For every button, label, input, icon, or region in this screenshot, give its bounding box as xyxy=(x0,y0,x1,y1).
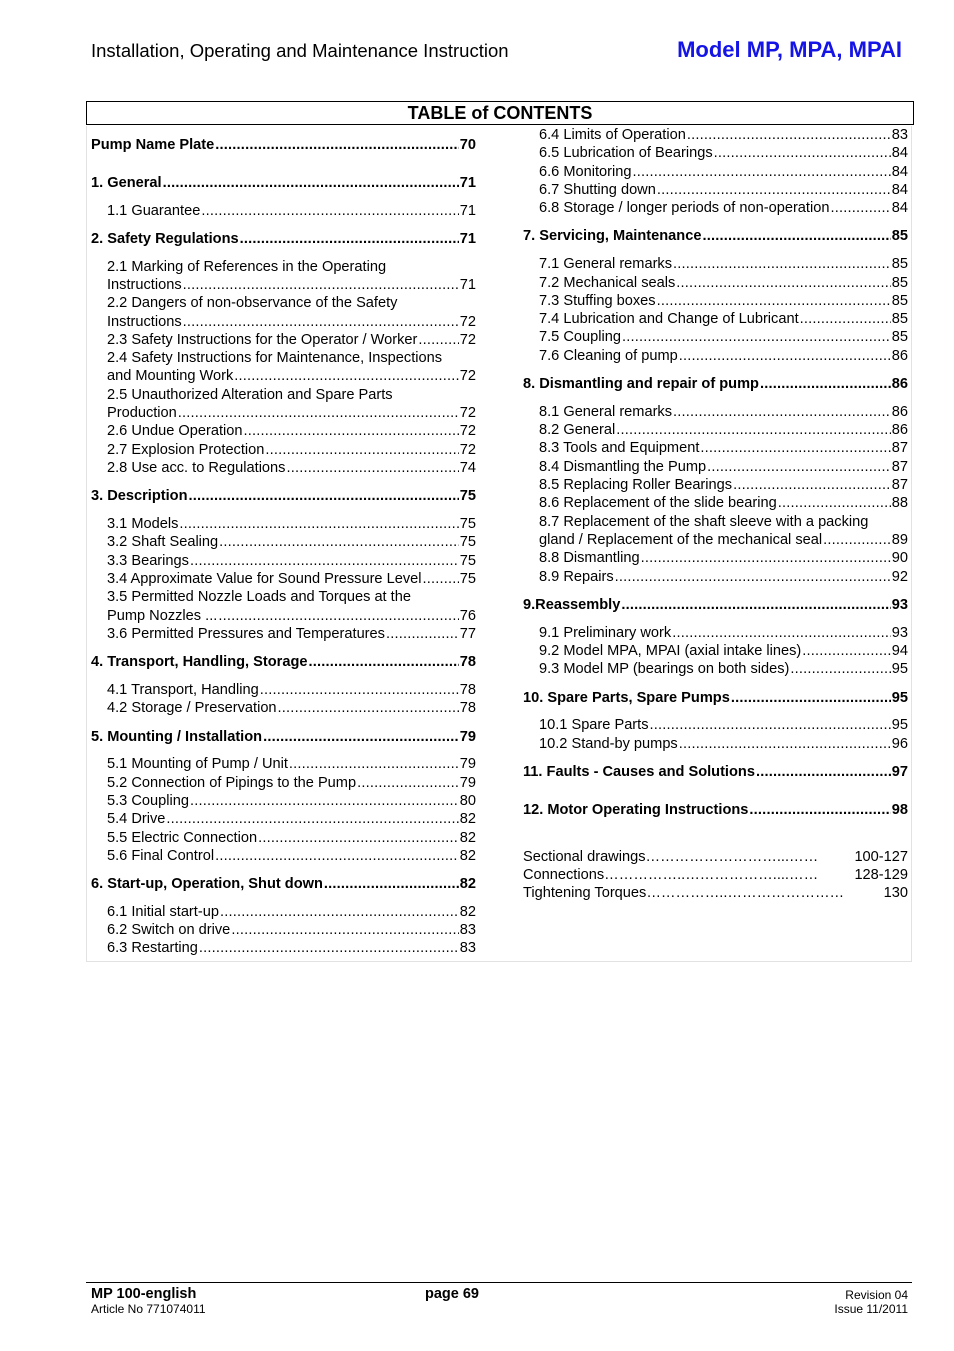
toc-entry[interactable] xyxy=(91,459,476,477)
toc-entry-page: 75 xyxy=(459,516,476,533)
toc-entry[interactable] xyxy=(91,422,476,440)
toc-entry-title: 8.6 Replacement of the slide bearing xyxy=(539,495,777,512)
dot-leader xyxy=(679,347,891,365)
toc-entry-page: 83 xyxy=(459,940,476,957)
toc-entry[interactable] xyxy=(91,875,476,893)
toc-entry-page: 75 xyxy=(459,488,476,505)
toc-entry[interactable] xyxy=(523,199,908,217)
toc-entry-page: 98 xyxy=(891,801,908,818)
toc-entry-title: 6.1 Initial start-up xyxy=(107,903,219,920)
toc-entry-title: 9.2 Model MPA, MPAI (axial intake lines) xyxy=(539,642,802,659)
dot-leader xyxy=(687,126,891,144)
toc-entry-title: 3.6 Permitted Pressures and Temperatures xyxy=(107,625,385,642)
dot-leader xyxy=(702,227,890,245)
toc-title: TABLE of CONTENTS xyxy=(86,101,914,125)
dot-leader xyxy=(641,549,891,567)
dot-leader xyxy=(700,439,890,457)
dot-leader xyxy=(231,921,458,939)
dot-leader xyxy=(263,728,459,746)
footer-right xyxy=(834,1286,908,1316)
toc-entry-page: 72 xyxy=(459,405,476,422)
toc-entry-title: 3.3 Bearings xyxy=(107,552,189,569)
toc-entry-title: Instructions xyxy=(107,276,182,293)
toc-entry[interactable] xyxy=(91,792,476,810)
dot-leader xyxy=(178,404,459,422)
toc-entry-page: 82 xyxy=(459,811,476,828)
toc-entry[interactable] xyxy=(523,144,908,162)
toc-entry-title: 5.5 Electric Connection xyxy=(107,829,258,846)
toc-entry[interactable] xyxy=(91,774,476,792)
toc-entry[interactable] xyxy=(91,921,476,939)
toc-entry-title: Sectional drawings………………………...…… xyxy=(523,848,819,865)
toc-entry-page: 80 xyxy=(459,792,476,809)
toc-entry-title: 9.Reassembly xyxy=(523,596,621,613)
toc-entry[interactable] xyxy=(91,230,476,248)
article-number: Article No 771074011 xyxy=(91,1302,206,1316)
toc-entry-page: 82 xyxy=(459,903,476,920)
toc-entry-page: 84 xyxy=(891,163,908,180)
toc-entry[interactable] xyxy=(91,939,476,957)
toc-entry[interactable] xyxy=(523,624,908,642)
toc-entry-page: 97 xyxy=(891,763,908,780)
toc-entry-title: 8.8 Dismantling xyxy=(539,550,640,567)
toc-entry-title: 12. Motor Operating Instructions xyxy=(523,801,749,818)
dot-leader xyxy=(183,313,459,331)
toc-right-column xyxy=(523,126,908,902)
toc-entry-title: 6. Start-up, Operation, Shut down xyxy=(91,876,323,893)
toc-entry[interactable] xyxy=(523,328,908,346)
dot-leader xyxy=(423,570,459,588)
toc-entry-page: 88 xyxy=(891,495,908,512)
toc-entry[interactable] xyxy=(523,642,908,660)
toc-entry[interactable] xyxy=(523,848,908,866)
dot-leader xyxy=(657,292,891,310)
dot-leader xyxy=(386,625,459,643)
dot-leader xyxy=(234,367,458,385)
dot-leader xyxy=(418,331,458,349)
toc-entry[interactable] xyxy=(523,866,908,884)
toc-entry-page: 89 xyxy=(891,531,908,548)
toc-entry-title: 2.8 Use acc. to Regulations xyxy=(107,459,286,476)
toc-entry-line: 2.1 Marking of References in the Operating xyxy=(107,258,387,275)
toc-entry-page: 72 xyxy=(459,331,476,348)
dot-leader xyxy=(189,487,459,505)
dot-leader xyxy=(190,552,459,570)
toc-entry[interactable] xyxy=(523,884,908,902)
dot-leader xyxy=(760,375,891,393)
toc-entry[interactable] xyxy=(91,847,476,865)
toc-entry[interactable] xyxy=(523,689,908,707)
toc-entry-page: 84 xyxy=(891,200,908,217)
toc-entry[interactable] xyxy=(91,331,476,349)
toc-entry-title: 5.3 Coupling xyxy=(107,792,189,809)
dot-leader xyxy=(749,801,890,819)
toc-entry-title: 5. Mounting / Installation xyxy=(91,728,263,745)
toc-entry-title: and Mounting Work xyxy=(107,368,234,385)
dot-leader xyxy=(258,829,459,847)
dot-leader xyxy=(260,681,459,699)
dot-leader xyxy=(183,276,459,294)
toc-entry-page: 93 xyxy=(891,624,908,641)
dot-leader xyxy=(676,274,890,292)
toc-entry-title: Pump Name Plate xyxy=(91,137,215,153)
toc-entry-title: Production xyxy=(107,405,177,422)
toc-entry-page: 84 xyxy=(891,181,908,198)
toc-entry-title: 2.7 Explosion Protection xyxy=(107,441,265,458)
toc-entry[interactable] xyxy=(523,735,908,753)
toc-left-column xyxy=(91,126,476,958)
toc-entry[interactable] xyxy=(523,494,908,512)
toc-entry-title: 10.1 Spare Parts xyxy=(539,717,649,734)
page-number: page 69 xyxy=(425,1286,479,1302)
toc-entry-title: 5.4 Drive xyxy=(107,811,166,828)
toc-entry-page: 87 xyxy=(891,458,908,475)
toc-entry-title: 4. Transport, Handling, Storage xyxy=(91,654,308,671)
toc-entry-title: 7.1 General remarks xyxy=(539,256,673,273)
toc-entry[interactable] xyxy=(91,552,476,570)
toc-entry-page: 77 xyxy=(459,625,476,642)
toc-entry-page: 90 xyxy=(891,550,908,567)
toc-entry-page: 85 xyxy=(891,228,908,245)
dot-leader xyxy=(622,328,891,346)
toc-entry-title: 8.2 General xyxy=(539,422,616,439)
toc-entry-page: 95 xyxy=(891,717,908,734)
dot-leader xyxy=(650,716,891,734)
frame-right-line xyxy=(911,126,912,962)
toc-entry-title: 5.6 Final Control xyxy=(107,847,215,864)
footer-rule xyxy=(86,1282,912,1283)
dot-leader xyxy=(215,136,458,154)
toc-entry[interactable] xyxy=(91,174,476,192)
toc-entry-page: 72 xyxy=(459,423,476,440)
toc-entry-title: 7.2 Mechanical seals xyxy=(539,274,676,291)
toc-entry[interactable] xyxy=(523,458,908,476)
toc-entry-title: 4.1 Transport, Handling xyxy=(107,681,259,698)
toc-entry-title: 11. Faults - Causes and Solutions xyxy=(523,763,755,780)
dot-leader xyxy=(731,689,891,707)
toc-entry-title: 8. Dismantling and repair of pump xyxy=(523,376,759,393)
toc-entry-line: 2.5 Unauthorized Alteration and Spare Parts xyxy=(107,386,393,403)
toc-entry[interactable] xyxy=(523,375,908,393)
toc-entry-title: 6.5 Lubrication of Bearings xyxy=(539,145,713,162)
footer-left xyxy=(91,1286,206,1316)
toc-entry-page: 75 xyxy=(459,570,476,587)
dot-leader xyxy=(615,568,891,586)
issue-date: Issue 11/2011 xyxy=(834,1302,908,1316)
revision: Revision 04 xyxy=(845,1288,908,1302)
toc-entry[interactable] xyxy=(523,439,908,457)
toc-entry-title: 8.4 Dismantling the Pump xyxy=(539,458,707,475)
dot-leader xyxy=(166,810,458,828)
dot-leader xyxy=(778,494,891,512)
toc-entry-page: 93 xyxy=(891,596,908,613)
toc-entry-title: 9.3 Model MP (bearings on both sides) xyxy=(539,661,790,678)
toc-entry-page: 130 xyxy=(883,885,908,902)
dot-leader xyxy=(220,903,459,921)
toc-entry-title: 3.4 Approximate Value for Sound Pressure Level xyxy=(107,570,422,587)
toc-entry-line: 8.7 Replacement of the shaft sleeve with a packing xyxy=(539,513,869,530)
toc-entry[interactable] xyxy=(91,755,476,773)
toc-entry[interactable] xyxy=(91,607,476,625)
toc-entry[interactable] xyxy=(523,255,908,273)
toc-entry[interactable] xyxy=(91,699,476,717)
toc-entry-page: 79 xyxy=(459,728,476,745)
toc-entry-page: 75 xyxy=(459,534,476,551)
dot-leader xyxy=(802,642,891,660)
toc-entry-page: 95 xyxy=(891,689,908,706)
toc-entry-title: 8.3 Tools and Equipment xyxy=(539,440,700,457)
toc-entry-title: 9.1 Preliminary work xyxy=(539,624,672,641)
toc-entry-title: 2.6 Undue Operation xyxy=(107,423,243,440)
toc-entry-page: 78 xyxy=(459,700,476,717)
dot-leader xyxy=(309,653,459,671)
toc-entry-line: 2.2 Dangers of non-observance of the Safety xyxy=(107,295,398,312)
toc-entry-page: 100-127 xyxy=(854,848,908,865)
doc-name: MP 100-english xyxy=(91,1286,197,1302)
document-title: Installation, Operating and Maintenance Instruction xyxy=(91,40,509,61)
toc-entry[interactable] xyxy=(523,596,908,614)
toc-entry-page: 71 xyxy=(459,174,476,191)
toc-entry-page: 76 xyxy=(459,607,476,624)
toc-entry[interactable] xyxy=(91,903,476,921)
dot-leader xyxy=(756,763,891,781)
toc-entry[interactable] xyxy=(523,181,908,199)
toc-entry-title: Instructions xyxy=(107,313,182,330)
toc-entry[interactable] xyxy=(523,292,908,310)
toc-entry-title: 6.4 Limits of Operation xyxy=(539,127,686,143)
toc-entry[interactable] xyxy=(523,163,908,181)
toc-entry-page: 128-129 xyxy=(854,866,908,883)
toc-entry[interactable] xyxy=(91,625,476,643)
toc-entry-page: 87 xyxy=(891,440,908,457)
toc-entry[interactable] xyxy=(91,313,476,331)
toc-entry-page: 96 xyxy=(891,735,908,752)
toc-entry-title: Connections……………..………………....…… xyxy=(523,866,819,883)
toc-entry-page: 74 xyxy=(459,459,476,476)
toc-entry[interactable] xyxy=(523,716,908,734)
toc-entry-page: 72 xyxy=(459,368,476,385)
toc-entry-page: 78 xyxy=(459,681,476,698)
toc-entry-title: 5.2 Connection of Pipings to the Pump xyxy=(107,774,357,791)
toc-entry-title: 3. Description xyxy=(91,488,188,505)
toc-entry[interactable] xyxy=(91,653,476,671)
toc-entry[interactable] xyxy=(91,367,476,385)
toc-entry-title: 8.1 General remarks xyxy=(539,403,673,420)
dot-leader xyxy=(679,735,891,753)
dot-leader xyxy=(621,596,890,614)
toc-entry[interactable] xyxy=(523,476,908,494)
toc-entry-page: 71 xyxy=(459,276,476,293)
toc-entry-page: 83 xyxy=(891,127,908,143)
toc-entry[interactable] xyxy=(523,801,908,819)
dot-leader xyxy=(357,774,459,792)
frame-left-line xyxy=(86,126,87,962)
toc-entry-page: 94 xyxy=(891,642,908,659)
dot-leader xyxy=(707,458,891,476)
dot-leader xyxy=(657,181,891,199)
toc-entry[interactable] xyxy=(523,660,908,678)
dot-leader xyxy=(278,699,459,717)
toc-entry-page: 82 xyxy=(459,876,476,893)
toc-entry-page: 87 xyxy=(891,477,908,494)
toc-entry-page: 95 xyxy=(891,661,908,678)
dot-leader xyxy=(616,421,891,439)
toc-entry-page: 85 xyxy=(891,329,908,346)
toc-entry-title: Tightening Torques……………..…………………… xyxy=(523,885,845,902)
frame-bottom-line xyxy=(86,961,912,962)
toc-entry[interactable] xyxy=(523,227,908,245)
toc-entry-line: 2.4 Safety Instructions for Maintenance, Inspections xyxy=(107,350,443,367)
toc-entry[interactable] xyxy=(91,276,476,294)
toc-entry[interactable] xyxy=(523,549,908,567)
toc-entry[interactable] xyxy=(523,403,908,421)
toc-entry[interactable] xyxy=(91,441,476,459)
toc-entry-line: 3.5 Permitted Nozzle Loads and Torques at the xyxy=(107,589,411,606)
toc-entry-page: 85 xyxy=(891,311,908,328)
toc-entry-title: 6.8 Storage / longer periods of non-operation xyxy=(539,200,830,217)
toc-entry[interactable] xyxy=(91,515,476,533)
dot-leader xyxy=(163,174,459,192)
toc-entry-title: 8.5 Replacing Roller Bearings xyxy=(539,477,733,494)
toc-entry[interactable] xyxy=(523,421,908,439)
toc-entry-title: 7.6 Cleaning of pump xyxy=(539,347,678,364)
toc-entry-title: 4.2 Storage / Preservation xyxy=(107,700,277,717)
toc-entry[interactable] xyxy=(91,487,476,505)
toc-entry-title: 5.1 Mounting of Pump / Unit xyxy=(107,756,288,773)
toc-entry-page: 79 xyxy=(459,774,476,791)
dot-leader xyxy=(830,199,890,217)
toc-entry-page: 71 xyxy=(459,202,476,219)
toc-entry[interactable] xyxy=(91,728,476,746)
toc-entry-page: 85 xyxy=(891,292,908,309)
toc-entry[interactable] xyxy=(91,681,476,699)
toc-entry-title: 7.3 Stuffing boxes xyxy=(539,292,656,309)
dot-leader xyxy=(823,531,891,549)
toc-entry-title: 2.3 Safety Instructions for the Operator / Worker xyxy=(107,331,418,348)
toc-entry-page: 71 xyxy=(459,230,476,247)
dot-leader xyxy=(673,255,891,273)
toc-entry-page: 85 xyxy=(891,256,908,273)
toc-entry-title: 3.1 Models xyxy=(107,516,179,533)
dot-leader xyxy=(199,939,459,957)
toc-entry[interactable] xyxy=(91,570,476,588)
dot-leader xyxy=(324,875,459,893)
toc-entry-page: 82 xyxy=(459,847,476,864)
toc-entry[interactable] xyxy=(523,274,908,292)
toc-entry-title: 6.3 Restarting xyxy=(107,940,198,957)
toc-entry[interactable] xyxy=(523,310,908,328)
toc-entry-title: 6.6 Monitoring xyxy=(539,163,632,180)
dot-leader xyxy=(733,476,891,494)
dot-leader xyxy=(179,515,458,533)
toc-entry-page: 83 xyxy=(459,922,476,939)
dot-leader xyxy=(215,847,459,865)
toc-entry[interactable] xyxy=(523,763,908,781)
toc-entry[interactable] xyxy=(523,347,908,365)
toc-entry-page: 70 xyxy=(459,137,476,153)
toc-entry[interactable] xyxy=(523,568,908,586)
dot-leader xyxy=(244,422,459,440)
toc-entry-page: 79 xyxy=(459,756,476,773)
dot-leader xyxy=(286,459,458,477)
toc-entry-page: 75 xyxy=(459,552,476,569)
model-title: Model MP, MPA, MPAI xyxy=(677,37,902,62)
toc-entry-page: 86 xyxy=(891,422,908,439)
toc-entry[interactable] xyxy=(523,531,908,549)
toc-entry-page: 82 xyxy=(459,829,476,846)
toc-entry[interactable] xyxy=(523,126,908,144)
toc-entry-title: 8.9 Repairs xyxy=(539,568,614,585)
dot-leader xyxy=(632,163,890,181)
toc-entry-page: 86 xyxy=(891,376,908,393)
dot-leader xyxy=(240,230,459,248)
toc-entry-page: 92 xyxy=(891,568,908,585)
toc-entry-page: 84 xyxy=(891,145,908,162)
toc-entry-page: 85 xyxy=(891,274,908,291)
dot-leader xyxy=(219,533,459,551)
toc-entry[interactable] xyxy=(91,810,476,828)
toc-entry[interactable] xyxy=(91,404,476,422)
dot-leader xyxy=(672,624,891,642)
toc-entry-title: 1.1 Guarantee xyxy=(107,202,201,219)
dot-leader xyxy=(800,310,891,328)
toc-entry[interactable] xyxy=(91,136,476,154)
toc-entry-page: 86 xyxy=(891,347,908,364)
toc-entry-title: 7.5 Coupling xyxy=(539,329,621,346)
toc-entry-page: 72 xyxy=(459,441,476,458)
toc-entry[interactable] xyxy=(91,533,476,551)
toc-entry-title: 7.4 Lubrication and Change of Lubricant xyxy=(539,311,799,328)
dot-leader xyxy=(714,144,891,162)
toc-entry-title: 3.2 Shaft Sealing xyxy=(107,534,219,551)
toc-entry-title: 10.2 Stand-by pumps xyxy=(539,735,678,752)
dot-leader xyxy=(289,755,459,773)
toc-entry-page: 78 xyxy=(459,654,476,671)
toc-entry-title: 6.2 Switch on drive xyxy=(107,922,231,939)
dot-leader xyxy=(673,403,891,421)
dot-leader xyxy=(218,607,458,625)
toc-entry-title: 6.7 Shutting down xyxy=(539,181,656,198)
toc-entry-title: 10. Spare Parts, Spare Pumps xyxy=(523,689,730,706)
toc-entry-title: 1. General xyxy=(91,174,162,191)
dot-leader xyxy=(265,441,458,459)
toc-entry-page: 86 xyxy=(891,403,908,420)
dot-leader xyxy=(190,792,459,810)
toc-entry[interactable] xyxy=(91,202,476,220)
toc-entry-page: 72 xyxy=(459,313,476,330)
toc-entry-title: 2. Safety Regulations xyxy=(91,230,239,247)
toc-entry[interactable] xyxy=(91,829,476,847)
toc-entry-title: Pump Nozzles ... xyxy=(107,607,218,624)
toc-entry-title: 7. Servicing, Maintenance xyxy=(523,228,702,245)
toc-entry-title: gland / Replacement of the mechanical seal xyxy=(539,531,823,548)
dot-leader xyxy=(201,202,458,220)
dot-leader xyxy=(790,660,890,678)
